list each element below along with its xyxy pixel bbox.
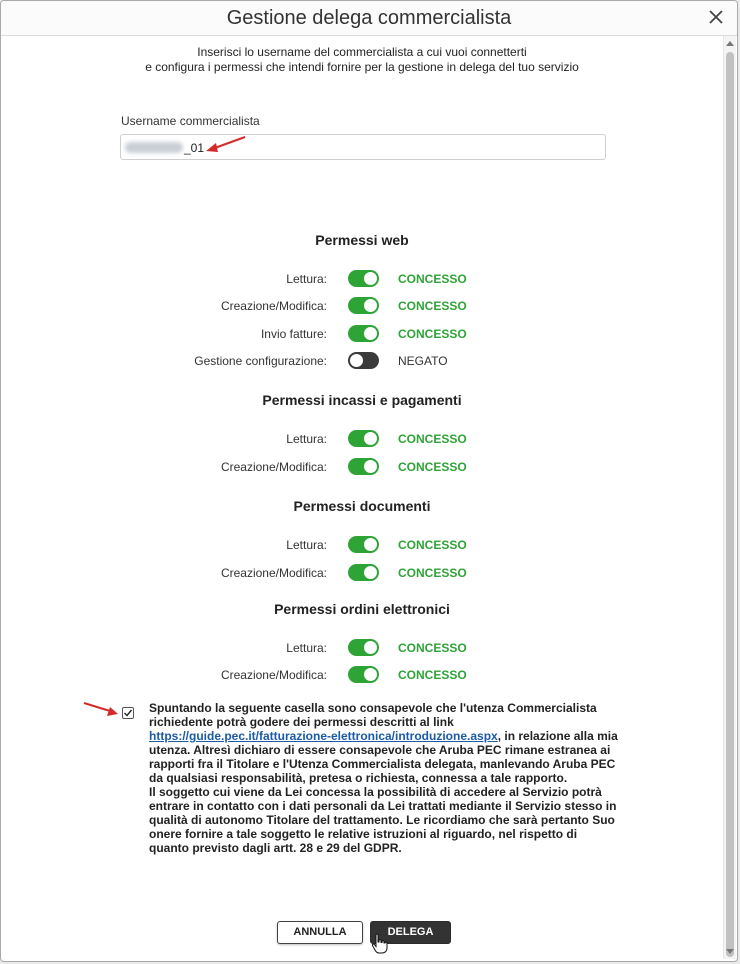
section-title-web: Permessi web [315, 232, 409, 248]
red-arrow-icon [203, 134, 249, 156]
toggle-knob [364, 299, 377, 312]
username-input[interactable] [120, 134, 606, 160]
toggle-knob [364, 668, 377, 681]
perm-label: Gestione configurazione: [194, 354, 327, 368]
perm-label: Lettura: [286, 641, 327, 655]
toggle-knob [364, 538, 377, 551]
delegate-button[interactable]: DELEGA [370, 921, 451, 944]
toggle-knob [364, 641, 377, 654]
permission-toggle[interactable] [348, 458, 379, 475]
permission-toggle[interactable] [348, 639, 379, 656]
permission-toggle[interactable] [348, 325, 379, 342]
scroll-up-arrow-icon[interactable] [726, 41, 734, 46]
consent-text-before-link: Spuntando la seguente casella sono consapevole che l'utenza Commercialista richiedente potrà godere dei permessi descritti al link [149, 701, 597, 729]
permission-status: CONCESSO [398, 299, 467, 313]
dialog-titlebar [1, 1, 737, 36]
username-value-suffix: _01 [184, 141, 205, 155]
permission-toggle[interactable] [348, 352, 379, 369]
intro-text [1, 45, 723, 75]
permission-toggle[interactable] [348, 430, 379, 447]
permission-status: CONCESSO [398, 641, 467, 655]
toggle-knob [350, 354, 363, 367]
scrollbar[interactable] [723, 36, 736, 959]
permission-toggle[interactable] [348, 564, 379, 581]
perm-label: Creazione/Modifica: [220, 668, 327, 682]
toggle-knob [364, 566, 377, 579]
consent-text-after-link: , in relazione alla mia utenza. Altresì dichiaro di essere consapevole che Aruba PEC rimane estranea ai rapporti fra il Titolare e l'Utenza Commercialista delegata, manlevando Aruba PEC da qualsiasi responsabilità, pretesa o richiesta, connessa a tale rapporto. [149, 729, 618, 785]
consent-checkbox[interactable] [122, 707, 134, 719]
intro-line-1: Inserisci lo username del commercialista a cui vuoi connetterti [197, 45, 527, 59]
hand-pointer-icon [371, 933, 389, 955]
permission-toggle[interactable] [348, 270, 379, 287]
section-title-orders: Permessi ordini elettronici [274, 601, 450, 617]
permission-toggle[interactable] [348, 536, 379, 553]
section-title-documents: Permessi documenti [293, 498, 431, 514]
intro-line-2: e configura i permessi che intendi fornire per la gestione in delega del tuo servizio [145, 60, 579, 74]
permission-status: CONCESSO [398, 566, 467, 580]
perm-label: Creazione/Modifica: [220, 299, 327, 313]
checkmark-icon [123, 708, 133, 718]
perm-label: Invio fatture: [260, 327, 327, 341]
toggle-knob [364, 272, 377, 285]
permission-status: NEGATO [398, 354, 448, 368]
consent-text [149, 701, 619, 855]
red-arrow-icon [81, 699, 121, 719]
permission-status: CONCESSO [398, 272, 467, 286]
perm-label: Creazione/Modifica: [220, 460, 327, 474]
section-title-payments: Permessi incassi e pagamenti [262, 392, 462, 408]
close-icon[interactable] [705, 6, 727, 28]
scroll-thumb[interactable] [726, 52, 734, 957]
guide-link[interactable]: https://guide.pec.it/fatturazione-elettronica/introduzione.aspx [149, 729, 498, 743]
permission-toggle[interactable] [348, 297, 379, 314]
scroll-down-arrow-icon[interactable] [726, 949, 734, 954]
cancel-button[interactable]: ANNULLA [277, 921, 363, 944]
blurred-username-part [125, 142, 183, 153]
permission-status: CONCESSO [398, 538, 467, 552]
perm-label: Lettura: [286, 538, 327, 552]
perm-label: Lettura: [286, 272, 327, 286]
permission-status: CONCESSO [398, 432, 467, 446]
perm-label: Creazione/Modifica: [220, 566, 327, 580]
dialog-title: Gestione delega commercialista [226, 7, 512, 29]
toggle-knob [364, 432, 377, 445]
username-label: Username commercialista [121, 114, 260, 128]
toggle-knob [364, 327, 377, 340]
consent-paragraph-2: Il soggetto cui viene da Lei concessa la possibilità di accedere al Servizio potrà entrare in contatto con i dati personali da Lei trattati mediante il Servizio stesso in qualità di autonomo Titolare del trattamento. Le ricordiamo che sarà pertanto Suo onere fornire a tale soggetto le relative istruzioni al riguardo, nel rispetto di quanto previsto dagli artt. 28 e 29 del GDPR. [149, 785, 617, 855]
perm-label: Lettura: [286, 432, 327, 446]
permission-toggle[interactable] [348, 666, 379, 683]
permission-status: CONCESSO [398, 460, 467, 474]
toggle-knob [364, 460, 377, 473]
permission-status: CONCESSO [398, 668, 467, 682]
permission-status: CONCESSO [398, 327, 467, 341]
